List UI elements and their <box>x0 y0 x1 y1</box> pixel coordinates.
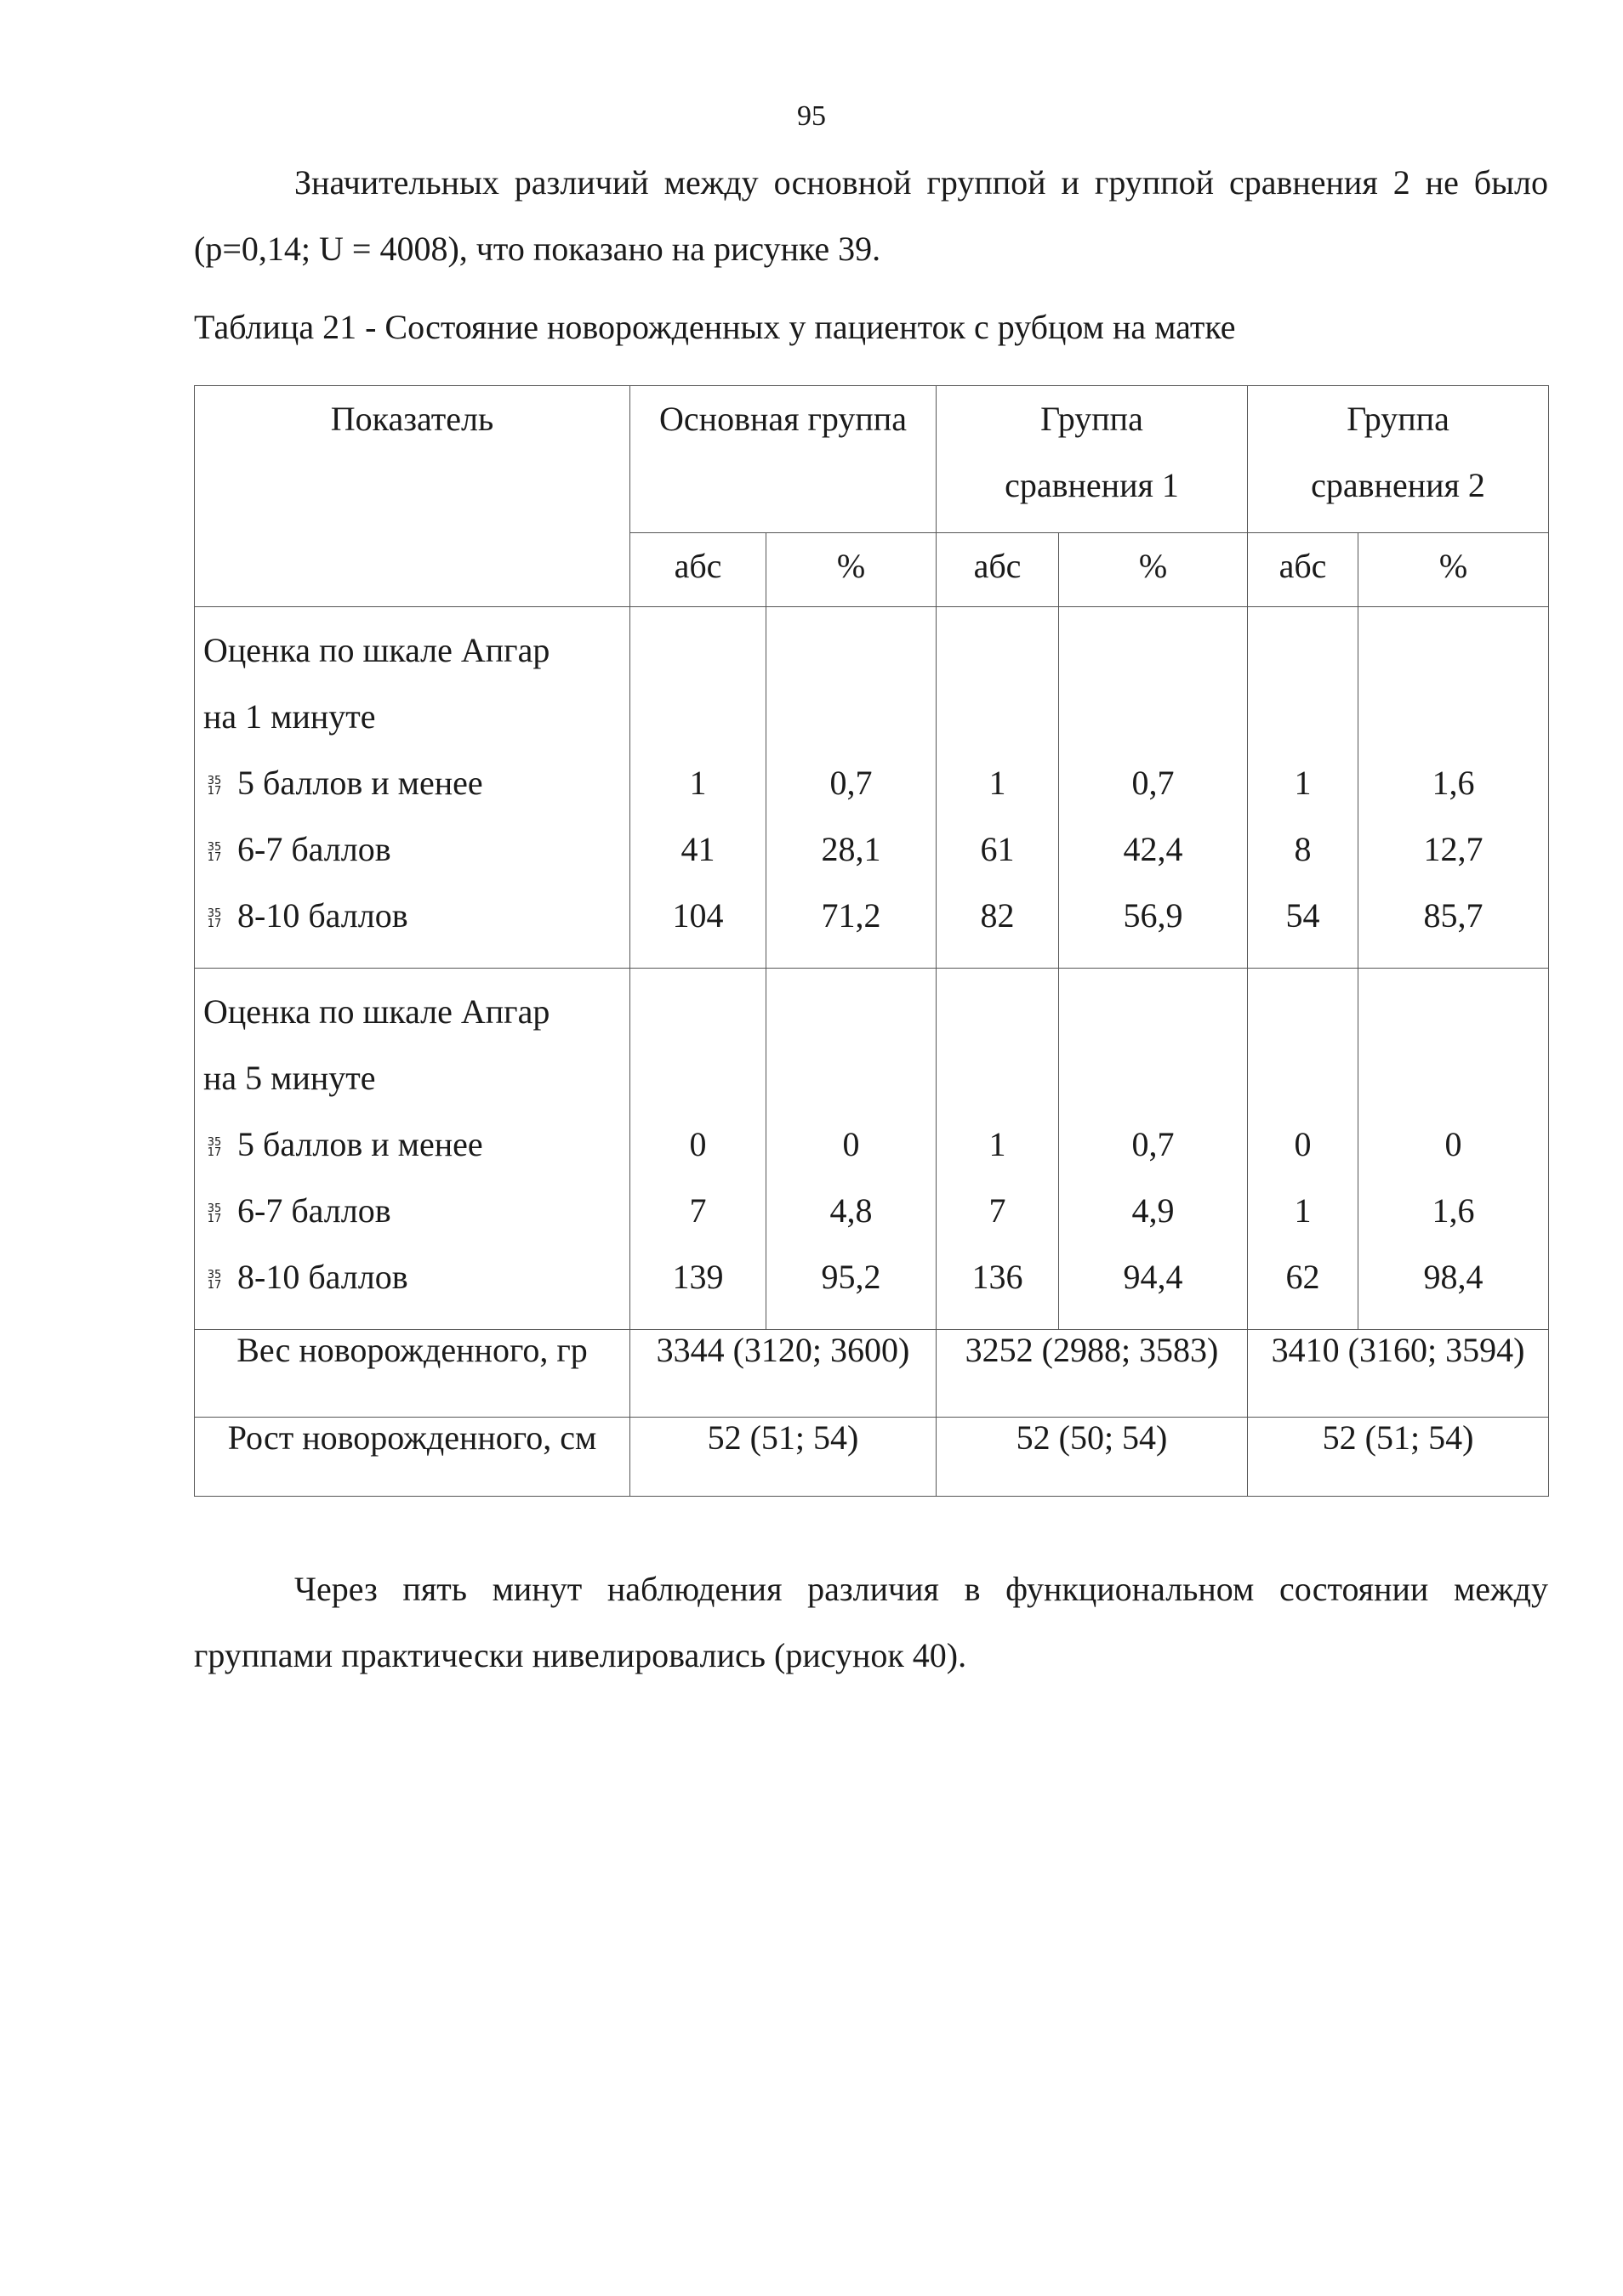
header-group-main: Основная группа <box>630 386 937 533</box>
weight-main: 3344 (3120; 3600) <box>630 1330 937 1418</box>
list-item-label: 5 баллов и менее <box>237 1125 483 1163</box>
cell: 41 <box>681 830 715 868</box>
header-group-comparison-2-text: Группа сравнения 2 <box>1311 400 1485 504</box>
list-item <box>203 750 629 816</box>
table-header-row <box>195 386 1549 533</box>
cell: 56,9 <box>1123 896 1183 935</box>
height-main: 52 (51; 54) <box>630 1418 937 1497</box>
bullet-glyph: 35 17 <box>207 906 222 930</box>
cell: 1,6 <box>1432 764 1475 802</box>
cell: 0 <box>1444 1125 1462 1163</box>
cell: 85,7 <box>1423 896 1483 935</box>
list-item-label: 8-10 баллов <box>237 896 408 935</box>
height-row <box>195 1418 1549 1497</box>
cell: 1 <box>988 764 1006 802</box>
paragraph-1 <box>194 150 1548 282</box>
height-label: Рост новорожденного, см <box>195 1418 630 1497</box>
cell: 4,9 <box>1131 1191 1175 1230</box>
paragraph-2-text: Через пять минут наблюдения различия в функциональном состоянии между группами практически нивелировались (рисунок 40). <box>194 1570 1548 1674</box>
list-item-label: 5 баллов и менее <box>237 764 483 802</box>
apgar-1-title-line2: на 1 минуте <box>203 697 376 736</box>
cell: 104 <box>672 896 724 935</box>
subheader-abs: абс <box>1248 533 1358 607</box>
cell: 7 <box>689 1191 707 1230</box>
cell: 8 <box>1294 830 1312 868</box>
apgar-1-col <box>630 607 766 969</box>
apgar-5-col <box>1059 969 1248 1330</box>
table-caption: Таблица 21 - Состояние новорожденных у пациенток с рубцом на матке <box>194 308 1236 346</box>
cell: 42,4 <box>1123 830 1183 868</box>
list-item <box>203 1244 629 1310</box>
list-item-label: 8-10 баллов <box>237 1258 408 1296</box>
header-indicator: Показатель <box>195 386 630 607</box>
apgar-1-col <box>1059 607 1248 969</box>
bullet-glyph: 35 17 <box>207 1268 222 1292</box>
list-item-label: 6-7 баллов <box>237 830 391 868</box>
apgar-5-col <box>630 969 766 1330</box>
list-item <box>203 883 629 949</box>
cell: 0,7 <box>1131 1125 1175 1163</box>
cell: 95,2 <box>821 1258 881 1296</box>
apgar-5-min-labels <box>195 969 630 1330</box>
apgar-5-title-line2: на 5 минуте <box>203 1059 376 1097</box>
cell: 61 <box>980 830 1015 868</box>
paragraph-1-text: Значительных различий между основной группой и группой сравнения 2 не было (p=0,14; U = 4008), что показано на рисунке 39. <box>194 163 1548 268</box>
header-group-comparison-1-text: Группа сравнения 1 <box>1005 400 1179 504</box>
list-item <box>203 1178 629 1244</box>
weight-label: Вес новорожденного, гр <box>195 1330 630 1418</box>
weight-comparison-1: 3252 (2988; 3583) <box>937 1330 1248 1418</box>
cell: 94,4 <box>1123 1258 1183 1296</box>
cell: 0,7 <box>1131 764 1175 802</box>
header-group-comparison-2 <box>1248 386 1549 533</box>
bullet-glyph: 35 17 <box>207 1202 222 1225</box>
cell: 7 <box>988 1191 1006 1230</box>
cell: 0 <box>1294 1125 1312 1163</box>
cell: 1 <box>1294 764 1312 802</box>
apgar-5-col <box>1358 969 1549 1330</box>
cell: 12,7 <box>1423 830 1483 868</box>
list-item <box>203 816 629 883</box>
apgar-1-col <box>1358 607 1549 969</box>
cell: 62 <box>1285 1258 1320 1296</box>
height-comparison-2: 52 (51; 54) <box>1248 1418 1549 1497</box>
apgar-5-title-line1: Оценка по шкале Апгар <box>203 992 550 1031</box>
apgar-5-min-block <box>195 969 1549 1330</box>
subheader-percent: % <box>1059 533 1248 607</box>
height-comparison-1: 52 (50; 54) <box>937 1418 1248 1497</box>
bullet-glyph: 35 17 <box>207 840 222 864</box>
paragraph-2 <box>194 1556 1548 1689</box>
cell: 0,7 <box>829 764 873 802</box>
apgar-5-col <box>937 969 1059 1330</box>
cell: 54 <box>1285 896 1320 935</box>
cell: 71,2 <box>821 896 881 935</box>
weight-comparison-2: 3410 (3160; 3594) <box>1248 1330 1549 1418</box>
cell: 139 <box>672 1258 724 1296</box>
subheader-percent: % <box>1358 533 1549 607</box>
bullet-glyph: 35 17 <box>207 774 222 798</box>
cell: 1 <box>988 1125 1006 1163</box>
cell: 1 <box>689 764 707 802</box>
cell: 1 <box>1294 1191 1312 1230</box>
newborn-state-table <box>194 385 1549 1497</box>
cell: 98,4 <box>1423 1258 1483 1296</box>
cell: 0 <box>689 1125 707 1163</box>
cell: 28,1 <box>821 830 881 868</box>
list-item-label: 6-7 баллов <box>237 1191 391 1230</box>
cell: 4,8 <box>829 1191 873 1230</box>
apgar-1-col <box>766 607 937 969</box>
apgar-1-min-labels <box>195 607 630 969</box>
weight-row <box>195 1330 1549 1418</box>
apgar-1-col <box>1248 607 1358 969</box>
apgar-5-col <box>1248 969 1358 1330</box>
cell: 1,6 <box>1432 1191 1475 1230</box>
header-group-comparison-1 <box>937 386 1248 533</box>
bullet-glyph: 35 17 <box>207 1135 222 1159</box>
subheader-percent: % <box>766 533 937 607</box>
page-number: 95 <box>797 100 826 132</box>
cell: 0 <box>842 1125 860 1163</box>
cell: 82 <box>980 896 1015 935</box>
apgar-1-min-block <box>195 607 1549 969</box>
cell: 136 <box>971 1258 1023 1296</box>
apgar-1-title-line1: Оценка по шкале Апгар <box>203 631 550 669</box>
apgar-5-col <box>766 969 937 1330</box>
list-item <box>203 1111 629 1178</box>
apgar-1-col <box>937 607 1059 969</box>
subheader-abs: абс <box>937 533 1059 607</box>
subheader-abs: абс <box>630 533 766 607</box>
